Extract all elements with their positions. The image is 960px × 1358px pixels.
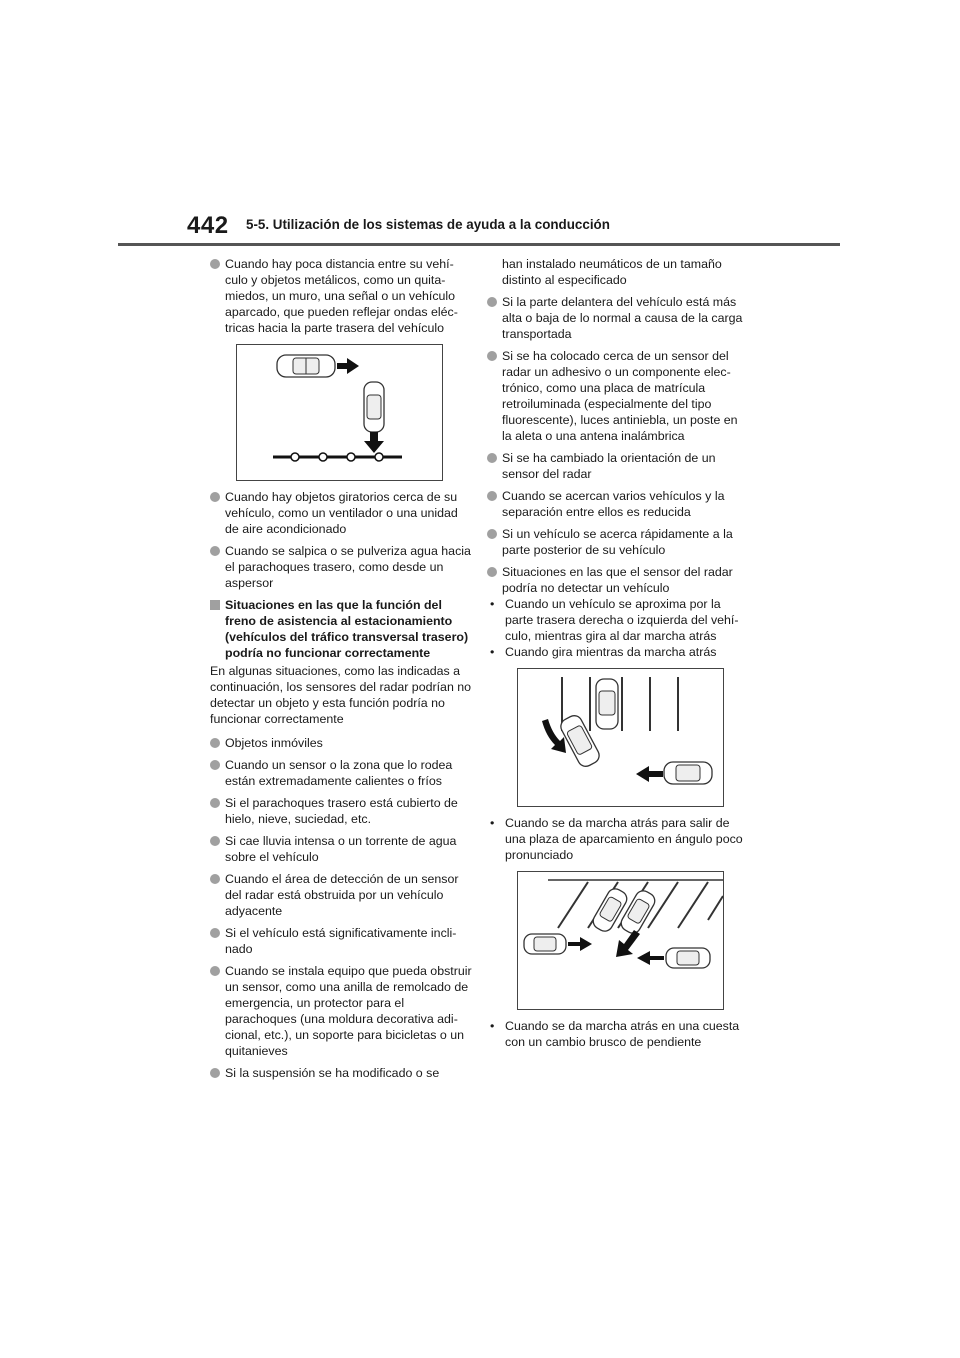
dash-item: • Cuando un vehículo se aproxima por la parte trasera derecha o izquierda del vehículo, mientras gira al dar marcha atrás (490, 597, 739, 643)
bullet-dot-icon (210, 546, 220, 556)
figure-metal-objects (236, 344, 443, 481)
bullet-item: Cuando hay poca distancia entre su vehículo y objetos metálicos, como un quitamiedos, un muro, una señal o un vehículo aparcado, que pueden reflejar ondas eléctricas hacia la parte trasera del vehículo (210, 256, 472, 336)
arrow-left-icon (636, 766, 663, 782)
bullet-item: Cuando hay objetos giratorios cerca de su vehículo, como un ventilador o una unidad de aire acondicionado (210, 489, 472, 537)
bullet-item: Cuando un sensor o la zona que lo rodea están extremadamente calientes o fríos (210, 757, 472, 789)
car-icon (364, 382, 384, 432)
bullet-dot-icon (210, 798, 220, 808)
figure-angled-parking-svg (518, 872, 723, 1009)
header-rule (118, 243, 840, 246)
car-icon (524, 934, 566, 954)
arrow-right-icon (337, 358, 359, 374)
arrow-left-icon (637, 951, 664, 965)
bullet-dot-icon (210, 1068, 220, 1078)
section-title: 5-5. Utilización de los sistemas de ayuda a la conducción (246, 217, 610, 232)
bullet-dot-icon (210, 966, 220, 976)
figure-turning-reverse-svg (518, 669, 723, 806)
right-column (487, 256, 749, 1050)
bullet-dot-icon (210, 874, 220, 884)
bullet-dot-icon (210, 836, 220, 846)
car-icon (596, 679, 618, 729)
dash-item: • Cuando gira mientras da marcha atrás (490, 645, 717, 659)
figure-angled-parking (517, 871, 724, 1010)
bullet-item: Si se ha colocado cerca de un sensor del radar un adhesivo o un componente electrónico, como una placa de matrícula retroiluminada (especialmente del tipo fluorescente), luces antiniebla, un poste en la aleta o una antena inalámbrica (487, 348, 749, 444)
section-heading: Situaciones en las que la función del freno de asistencia al estacionamiento (vehículos del tráfico transversal trasero) podría no funcionar correctamente (210, 597, 472, 661)
bullet-dot-icon (210, 492, 220, 502)
bullet-item: Si la suspensión se ha modificado o se (210, 1065, 472, 1081)
car-icon (664, 762, 712, 784)
intro-paragraph: En algunas situaciones, como las indicadas a continuación, los sensores del radar podrían no detectar un objeto y esta función podría no funcionar correctamente (210, 664, 472, 726)
arrow-right-icon (568, 937, 592, 951)
bullet-dot-icon (210, 259, 220, 269)
arrow-down-left-icon (616, 930, 640, 957)
figure-metal-objects-svg (237, 345, 442, 480)
bullet-item: Situaciones en las que el sensor del radar podría no detectar un vehículo (487, 564, 749, 596)
bullet-dot-icon (487, 491, 497, 501)
bullet-item: Si el parachoques trasero está cubierto de hielo, nieve, suciedad, etc. (210, 795, 472, 827)
bullet-item: Objetos inmóviles (210, 735, 472, 751)
bullet-dot-icon (210, 738, 220, 748)
car-icon (666, 948, 710, 968)
bullet-item: Si un vehículo se acerca rápidamente a la parte posterior de su vehículo (487, 526, 749, 558)
bullet-dot-icon (210, 928, 220, 938)
bullet-dot-icon (487, 351, 497, 361)
dash-item: • Cuando se da marcha atrás en una cuesta con un cambio brusco de pendiente (490, 1019, 740, 1049)
square-bullet-icon (210, 600, 220, 610)
bullet-dot-icon (210, 760, 220, 770)
bullet-item: Cuando el área de detección de un sensor del radar está obstruida por un vehículo adyacente (210, 871, 472, 919)
bullet-item: Cuando se instala equipo que pueda obstruir un sensor, como una anilla de remolcado de emergencia, un protector para el parachoques (una moldura decorativa adicional, etc.), un soporte para bicicletas o un quitanieves (210, 963, 472, 1059)
dash-item: • Cuando se da marcha atrás para salir de una plaza de aparcamiento en ángulo poco pronunciado (490, 816, 743, 862)
bullet-dot-icon (487, 567, 497, 577)
bullet-dot-icon (487, 529, 497, 539)
car-icon (277, 355, 335, 377)
bullet-item: Si cae lluvia intensa o un torrente de agua sobre el vehículo (210, 833, 472, 865)
left-column (210, 256, 472, 1087)
bullet-item: Si el vehículo está significativamente inclinado (210, 925, 472, 957)
bullet-item: Si se ha cambiado la orientación de un sensor del radar (487, 450, 749, 482)
bullet-continuation: han instalado neumáticos de un tamaño distinto al especificado (502, 257, 722, 287)
arrow-down-icon (364, 432, 384, 453)
bullet-item: Si la parte delantera del vehículo está más alta o baja de lo normal a causa de la carga transportada (487, 294, 749, 342)
bullet-item: Cuando se salpica o se pulveriza agua hacia el parachoques trasero, como desde un aspersor (210, 543, 472, 591)
car-icon (558, 713, 602, 769)
figure-turning-reverse (517, 668, 724, 807)
bullet-dot-icon (487, 453, 497, 463)
bullet-item: Cuando se acercan varios vehículos y la separación entre ellos es reducida (487, 488, 749, 520)
bullet-dot-icon (487, 297, 497, 307)
page-number: 442 (187, 212, 229, 239)
